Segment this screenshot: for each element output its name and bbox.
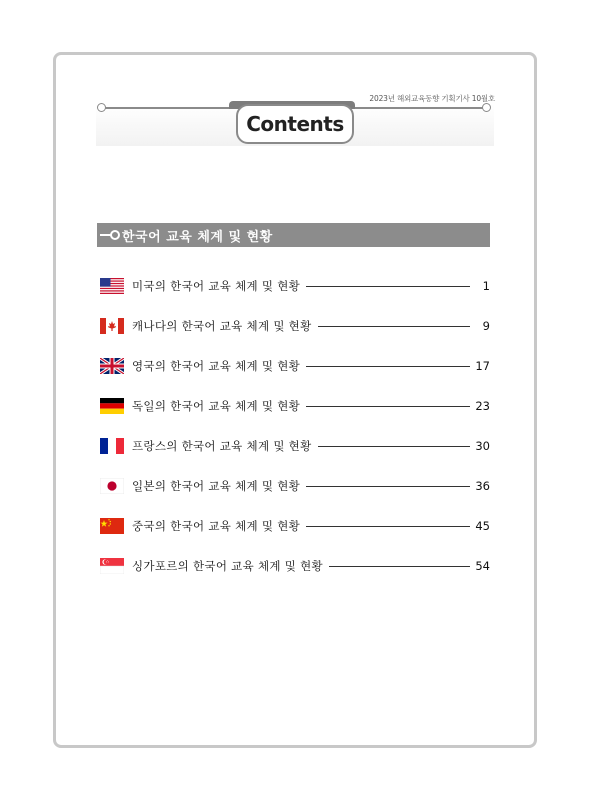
toc-label: 중국의 한국어 교육 체계 및 현황 [132, 519, 301, 533]
toc-leader-line [306, 406, 470, 407]
toc-leader-line [306, 366, 470, 367]
toc-entry-canada[interactable] [100, 317, 490, 335]
section-title: 한국어 교육 체계 및 현황 [122, 229, 273, 245]
toc-label: 프랑스의 한국어 교육 체계 및 현황 [132, 439, 312, 453]
toc-page-number: 36 [475, 479, 490, 493]
toc-entry-japan[interactable] [100, 477, 490, 495]
page-title: Contents [236, 104, 354, 144]
toc-entry-germany[interactable] [100, 397, 490, 415]
china-flag-icon [100, 518, 124, 534]
singapore-flag-icon [100, 558, 124, 574]
toc-label: 캐나다의 한국어 교육 체계 및 현황 [132, 319, 312, 333]
header-rule-right-cap [482, 103, 491, 112]
toc-label: 영국의 한국어 교육 체계 및 현황 [132, 359, 301, 373]
toc-entry-singapore[interactable] [100, 557, 490, 575]
toc-label: 독일의 한국어 교육 체계 및 현황 [132, 399, 301, 413]
canada-flag-icon [100, 318, 124, 334]
toc-page-number: 45 [475, 519, 490, 533]
publication-label: 2023년 해외교육동향 기획기사 10월호 [369, 94, 495, 103]
toc-entry-usa[interactable] [100, 277, 490, 295]
uk-flag-icon [100, 358, 124, 374]
toc-page-number: 30 [475, 439, 490, 453]
key-icon [100, 223, 120, 247]
toc-leader-line [329, 566, 470, 567]
toc-leader-line [306, 486, 470, 487]
france-flag-icon [100, 438, 124, 454]
toc-label: 일본의 한국어 교육 체계 및 현황 [132, 479, 301, 493]
toc-label: 미국의 한국어 교육 체계 및 현황 [132, 279, 301, 293]
toc-entry-china[interactable] [100, 517, 490, 535]
toc-page-number: 23 [475, 399, 490, 413]
japan-flag-icon [100, 478, 124, 494]
toc-entry-uk[interactable] [100, 357, 490, 375]
usa-flag-icon [100, 278, 124, 294]
toc-page-number: 54 [475, 559, 490, 573]
toc-entry-france[interactable] [100, 437, 490, 455]
toc-leader-line [318, 446, 470, 447]
toc-page-number: 17 [475, 359, 490, 373]
header-rule-left-cap [97, 103, 106, 112]
toc-leader-line [306, 526, 470, 527]
toc-leader-line [306, 286, 470, 287]
toc-leader-line [318, 326, 470, 327]
germany-flag-icon [100, 398, 124, 414]
toc-page-number: 1 [482, 279, 490, 293]
toc-label: 싱가포르의 한국어 교육 체계 및 현황 [132, 559, 323, 573]
toc-page-number: 9 [482, 319, 490, 333]
section-header [97, 223, 490, 247]
